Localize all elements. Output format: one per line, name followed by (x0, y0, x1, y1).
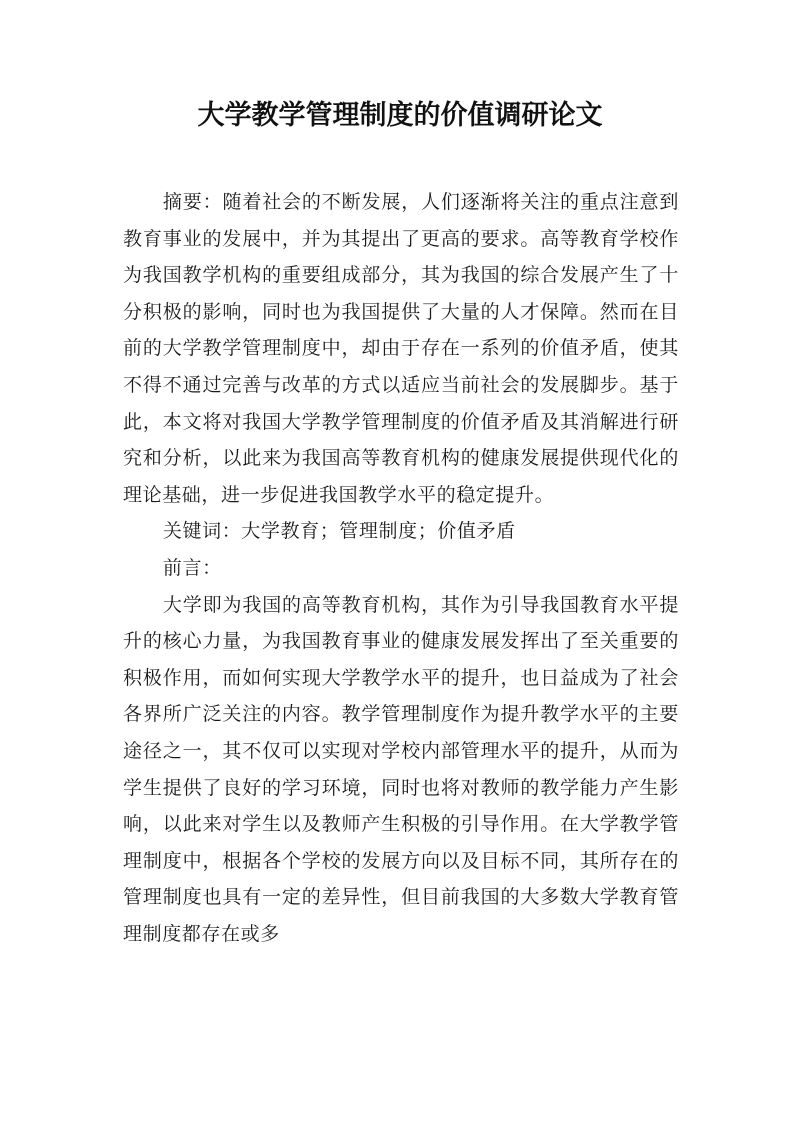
body-paragraph: 大学即为我国的高等教育机构，其作为引导我国教育水平提升的核心力量，为我国教育事业的健康发展发挥出了至关重要的积极作用，而如何实现大学教学水平的提升，也日益成为了社会各界所广泛关注的内容。教学管理制度作为提升教学水平的主要途径之一，其不仅可以实现对学校内部管理水平的提升，从而为学生提供了良好的学习环境，同时也将对教师的教学能力产生影响，以此来对学生以及教师产生积极的引导作用。在大学教学管理制度中，根据各个学校的发展方向以及目标不同，其所存在的管理制度也具有一定的差异性，但目前我国的大多数大学教育管理制度都存在或多 (123, 593, 679, 945)
abstract-paragraph: 摘要：随着社会的不断发展，人们逐渐将关注的重点注意到教育事业的发展中，并为其提出了更高的要求。高等教育学校作为我国教学机构的重要组成部分，其为我国的综合发展产生了十分积极的影响，同时也为我国提供了大量的人才保障。然而在目前的大学教学管理制度中，却由于存在一系列的价值矛盾，使其不得不通过完善与改革的方式以适应当前社会的发展脚步。基于此，本文将对我国大学教学管理制度的价值矛盾及其消解进行研究和分析，以此来为我国高等教育机构的健康发展提供现代化的理论基础，进一步促进我国教学水平的稳定提升。 (123, 191, 679, 506)
keywords-paragraph: 关键词：大学教育；管理制度；价值矛盾 (162, 520, 516, 543)
preface-heading: 前言： (162, 556, 222, 579)
document-body (123, 184, 679, 952)
document-title: 大学教学管理制度的价值调研论文 (197, 100, 603, 131)
